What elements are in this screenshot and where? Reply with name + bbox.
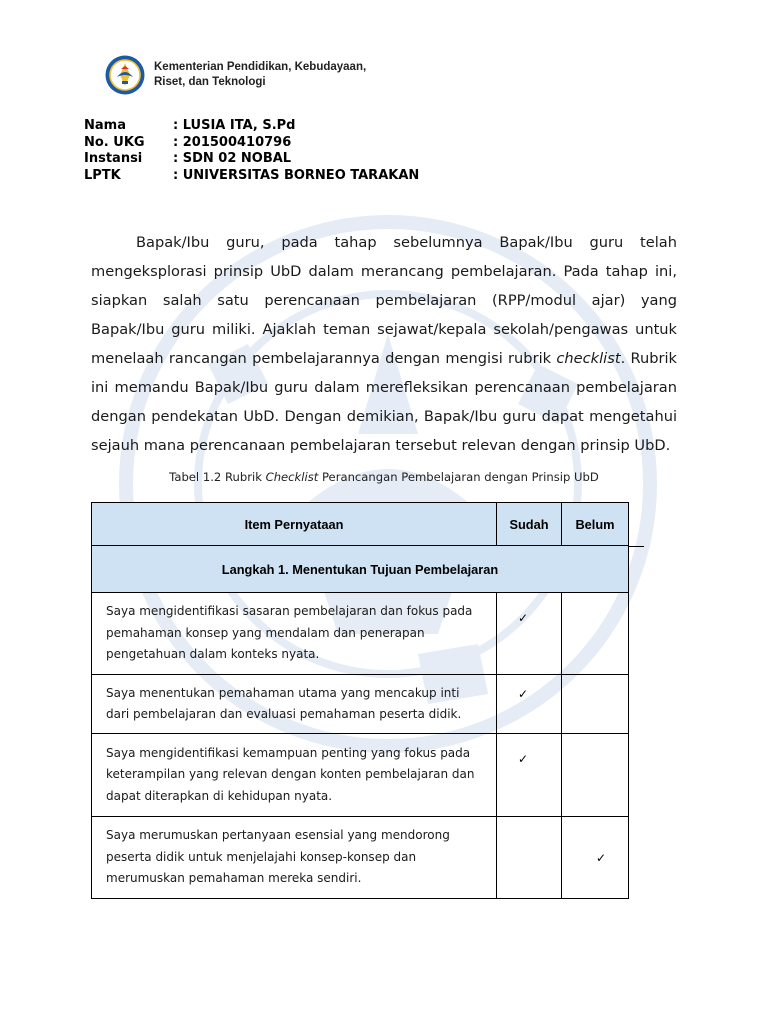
paragraph-text-part-1: Bapak/Ibu guru, pada tahap sebelumnya Bapak/Ibu guru telah mengeksplorasi prinsip UbD dalam merancang pembelajaran. Pada tahap ini, siapkan salah satu perencanaan pembelajaran (RPP/modul ajar) yang Bapak/Ibu guru miliki. Ajaklah teman sejawat/kepala sekolah/pengawas untuk menelaah rancangan pembelajarannya dengan mengisi rubrik	[91, 233, 677, 367]
table-row	[92, 675, 629, 734]
ministry-line-1: Kementerian Pendidikan, Kebudayaan,	[154, 61, 367, 73]
sudah-cell	[497, 675, 562, 734]
sudah-cell	[497, 593, 562, 675]
table-row	[92, 817, 629, 899]
identity-row-nama	[84, 118, 419, 135]
check-mark-icon: ✓	[517, 752, 529, 766]
belum-cell	[562, 593, 629, 675]
identity-label: LPTK	[84, 167, 121, 183]
ministry-name	[154, 60, 366, 90]
ministry-line-2: Riset, dan Teknologi	[154, 76, 266, 88]
table-row	[92, 734, 629, 817]
sudah-cell	[497, 734, 562, 817]
step-title: Langkah 1. Menentukan Tujuan Pembelajaran	[92, 546, 629, 593]
caption-italic: Checklist	[265, 470, 319, 484]
header-border-extension	[628, 546, 644, 547]
statement-cell: Saya menentukan pemahaman utama yang mencakup inti dari pembelajaran dan evaluasi pemahaman peserta didik.	[92, 675, 497, 734]
check-mark-icon: ✓	[517, 611, 529, 625]
identity-label: Nama	[84, 118, 126, 133]
statement-cell: Saya mengidentifikasi kemampuan penting yang fokus pada keterampilan yang relevan dengan konten pembelajaran dan dapat diterapkan di kehidupan nyata.	[92, 734, 497, 817]
identity-value: : SDN 02 NOBAL	[173, 151, 292, 166]
identity-value: : LUSIA ITA, S.Pd	[173, 118, 296, 133]
instruction-paragraph	[91, 228, 677, 460]
paragraph-italic-checklist: checklist	[556, 349, 621, 367]
statement-cell: Saya merumuskan pertanyaan esensial yang mendorong peserta didik untuk menjelajahi konsep-konsep dan merumuskan pemahaman mereka sendiri.	[92, 817, 497, 899]
table-header-row	[92, 503, 629, 546]
paragraph-text-part-2: . Rubrik ini memandu Bapak/Ibu guru dalam merefleksikan perencanaan pembelajaran dengan pendekatan UbD. Dengan demikian, Bapak/Ibu guru dapat mengetahui sejauh mana perencanaan pembelajaran tersebut relevan dengan prinsip UbD.	[91, 349, 678, 454]
identity-row-no-ukg	[84, 135, 419, 152]
identity-row-instansi	[84, 151, 419, 168]
tut-wuri-handayani-logo-icon	[105, 55, 145, 95]
belum-cell	[562, 817, 629, 899]
check-mark-icon: ✓	[517, 687, 529, 701]
column-header-belum: Belum	[562, 503, 629, 546]
step-row	[92, 546, 629, 593]
column-header-sudah: Sudah	[497, 503, 562, 546]
ministry-header	[105, 55, 366, 95]
identity-row-lptk	[84, 168, 419, 185]
table-row	[92, 593, 629, 675]
identity-block	[84, 118, 419, 184]
identity-label: No. UKG	[84, 134, 145, 150]
sudah-cell	[497, 817, 562, 899]
statement-cell: Saya mengidentifikasi sasaran pembelajaran dan fokus pada pemahaman konsep yang mendalam dan penerapan pengetahuan dalam konteks nyata.	[92, 593, 497, 675]
caption-text-before: Tabel 1.2 Rubrik	[169, 470, 266, 484]
identity-label: Instansi	[84, 151, 143, 166]
identity-value: : 201500410796	[173, 134, 292, 150]
belum-cell	[562, 734, 629, 817]
caption-text-after: Perancangan Pembelajaran dengan Prinsip UbD	[318, 470, 599, 484]
check-mark-icon: ✓	[595, 850, 607, 865]
rubric-checklist-table	[91, 502, 629, 899]
column-header-item: Item Pernyataan	[92, 503, 497, 546]
belum-cell	[562, 675, 629, 734]
table-caption	[91, 470, 677, 484]
identity-value: : UNIVERSITAS BORNEO TARAKAN	[173, 167, 420, 183]
